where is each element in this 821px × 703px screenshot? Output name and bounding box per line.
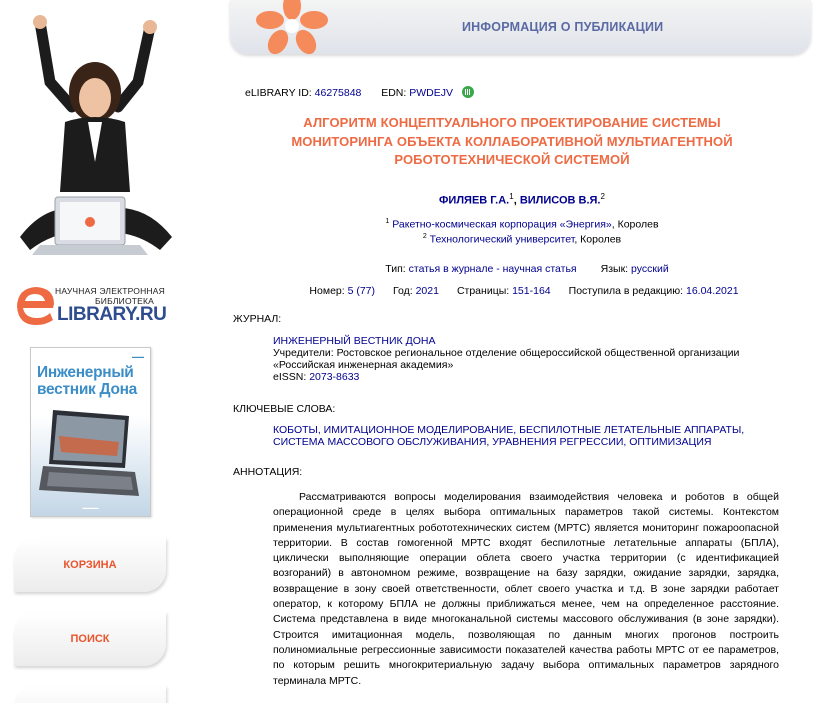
cover-mark-icon: ▬▬▬ [132,354,144,359]
author-link[interactable]: ФИЛЯЕВ Г.А. [439,194,510,207]
sidebar-button-next[interactable] [14,686,166,703]
keywords-list[interactable] [273,424,783,448]
elibrary-id-label: eLIBRARY ID: [245,87,312,99]
journal-details: ИНЖЕНЕРНЫЙ ВЕСТНИК ДОНА Учредители: Ростовское региональное отделение общероссийской общественной организации «Российская инженерная академия» eISSN: 2073-8633 [273,335,740,383]
affiliation: $^1$ Ракетно-космическая корпорация «Энергия», Королев [385,218,659,231]
journal-cover[interactable] [30,347,151,517]
publication-language: русский [631,263,669,275]
edn-link[interactable]: PWDEJV [409,87,453,99]
elibrary-id-link[interactable]: 46275848 [314,87,362,99]
annotation-text: Рассматриваются вопросы моделирования взаимодействия человека и роботов в общей операционной среде в целях выбора оптимальных параметров такой системы. Контекстом применения мультиагентных робототехнических систем (МРТС) является мониторинг пожароопасной территории. В состав гомогенной МРТС входят беспилотные летательные аппараты (БПЛА), циклически выполняющие операции облета своего участка территории (с идентификацией возгораний) в автономном режиме, возвращение на базу зарядки, ожидание зарядки, зарядка, возвращение в зону своей ответственности, облет своего участка и т.д. В зоне зарядки работает оператор, к которому БПЛА не должны приближаться менее, чем на определенное расстояние. Система представлена в виде многоканальной системы массового обслуживания (в зоне зарядки). Строится имитационная модель, позволяющая по данным многих прогонов построить полиномиальные регрессионные зависимости показателей качества работы МРТС от ее параметров, по которым решить многокритериальную задачу выбора оптимальных параметров зарядного терминала МРТС. [273,491,779,687]
publication-title: АЛГОРИТМ КОНЦЕПТУАЛЬНОГО ПРОЕКТИРОВАНИЕ СИСТЕМЫ МОНИТОРИНГА ОБЪЕКТА КОЛЛАБОРАТИВНОЙ МУЛЬТИАГЕНТНОЙ РОБОТОТЕХНИЧЕСКОЙ СИСТЕМОЙ [291,115,733,167]
journal-name-link[interactable]: ИНЖЕНЕРНЫЙ ВЕСТНИК ДОНА [273,335,436,347]
flower-decoration-icon [252,0,332,56]
keywords-heading: КЛЮЧЕВЫЕ СЛОВА: [233,403,336,415]
issue-info-row: Номер: 5 (77) Год: 2021 Страницы: 151-164 Поступила в редакцию: 16.04.2021 [309,285,739,297]
issue-number-link[interactable]: 5 (77) [347,285,376,297]
logo-subtitle: НАУЧНАЯ ЭЛЕКТРОННАЯ БИБЛИОТЕКА [55,286,166,306]
publication-ids [245,86,474,99]
cover-laptop-icon [39,406,143,502]
cover-footer-icon: ▬▬▬▬ [82,505,99,510]
cover-title: Инженерный вестник Дона [37,364,137,398]
cart-button[interactable]: КОРЗИНА [14,538,166,592]
publication-info [232,60,812,703]
elibrary-e-icon [15,282,57,326]
edn-label: EDN: [381,87,407,99]
search-button[interactable]: ПОИСК [14,612,166,666]
page-title: ИНФОРМАЦИЯ О ПУБЛИКАЦИИ [462,20,664,34]
journal-eissn: 2073-8633 [309,371,360,383]
authors: ФИЛЯЕВ Г.А.$^1$, ВИЛИСОВ В.Я.$^2$ [439,192,605,207]
sidebar [0,0,215,703]
pages-value: 151-164 [512,285,551,297]
journal-heading: ЖУРНАЛ: [233,313,282,325]
page-header [230,0,811,54]
keyword-links[interactable]: КОБОТЫ, ИМИТАЦИОННОЕ МОДЕЛИРОВАНИЕ, БЕСПИЛОТНЫЕ ЛЕТАТЕЛЬНЫЕ АППАРАТЫ, СИСТЕМА МАССОВОГО ОБСЛУЖИВАНИЯ, УРАВНЕНИЯ РЕГРЕССИИ, ОПТИМИЗАЦИЯ [273,424,745,448]
logo-name: LIBRARY.RU [57,304,167,325]
journal-founder: Ростовское региональное отделение общероссийской общественной организации «Российская инженерная академия» [273,347,740,371]
elibrary-logo[interactable] [15,282,195,332]
hero-illustration-icon [10,12,180,262]
author-link[interactable]: ВИЛИСОВ В.Я. [519,194,601,207]
annotation-heading: АННОТАЦИЯ: [233,466,303,478]
affiliation-link[interactable]: Технологический университет [429,233,575,246]
qr-code-icon[interactable] [462,86,474,98]
affiliation-link[interactable]: Ракетно-космическая корпорация «Энергия» [392,218,612,231]
type-language-row: Тип: статья в журнале - научная статья Язык: русский [385,263,669,275]
year-value: 2021 [415,285,439,297]
received-date: 16.04.2021 [686,285,739,297]
affiliation: $^2$ Технологический университет, Королев [422,233,622,246]
publication-type: статья в журнале - научная статья [408,263,577,275]
